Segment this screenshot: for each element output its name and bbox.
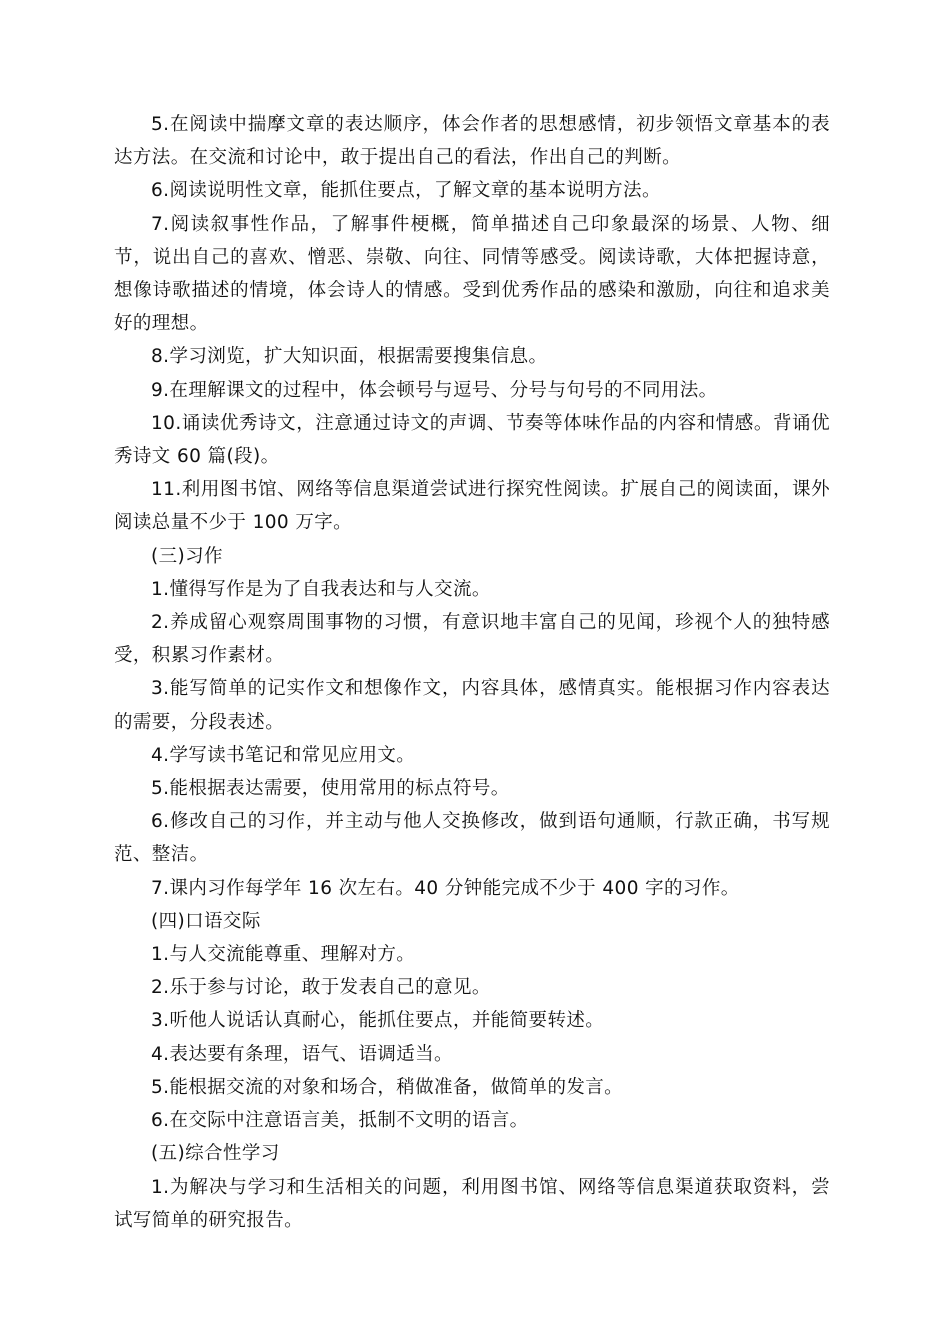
paragraph: 5.能根据交流的对象和场合，稍做准备，做简单的发言。 <box>151 1076 624 1098</box>
paragraph: 3.能写简单的记实作文和想像作文，内容具体，感情真实。能根据习作内容表达的需要，分段表述。 <box>114 678 830 733</box>
paragraph: 7.课内习作每学年 16 次左右。40 分钟能完成不少于 400 字的习作。 <box>151 877 740 899</box>
paragraph: 8.学习浏览，扩大知识面，根据需要搜集信息。 <box>151 346 548 368</box>
section-heading: (三)习作 <box>151 545 223 567</box>
paragraph: 5.能根据表达需要，使用常用的标点符号。 <box>151 778 510 800</box>
paragraph: 7.阅读叙事性作品，了解事件梗概，简单描述自己印象最深的场景、人物、细节，说出自己的喜欢、憎恶、崇敬、向往、同情等感受。阅读诗歌，大体把握诗意，想像诗歌描述的情境，体会诗人的情感。受到优秀作品的感染和激励，向往和追求美好的理想。 <box>114 213 830 335</box>
paragraph: 1.为解决与学习和生活相关的问题，利用图书馆、网络等信息渠道获取资料，尝试写简单的研究报告。 <box>114 1176 830 1231</box>
paragraph: 5.在阅读中揣摩文章的表达顺序，体会作者的思想感情，初步领悟文章基本的表达方法。在交流和讨论中，敢于提出自己的看法，作出自己的判断。 <box>114 114 830 169</box>
paragraph: 6.阅读说明性文章，能抓住要点，了解文章的基本说明方法。 <box>151 180 661 202</box>
paragraph: 4.表达要有条理，语气、语调适当。 <box>151 1043 453 1065</box>
paragraph: 9.在理解课文的过程中，体会顿号与逗号、分号与句号的不同用法。 <box>151 379 718 401</box>
paragraph: 10.诵读优秀诗文，注意通过诗文的声调、节奏等体味作品的内容和情感。背诵优秀诗文 60 篇(段)。 <box>114 412 830 468</box>
paragraph: 1.与人交流能尊重、理解对方。 <box>151 944 416 966</box>
paragraph: 2.乐于参与讨论，敢于发表自己的意见。 <box>151 977 491 999</box>
paragraph: 3.听他人说话认真耐心，能抓住要点，并能简要转述。 <box>151 1010 605 1032</box>
section-heading: (五)综合性学习 <box>151 1143 280 1165</box>
section-heading: (四)口语交际 <box>151 910 261 932</box>
paragraph: 4.学写读书笔记和常见应用文。 <box>151 744 416 766</box>
paragraph: 6.修改自己的习作，并主动与他人交换修改，做到语句通顺，行款正确，书写规范、整洁。 <box>114 811 830 866</box>
document-body <box>114 108 830 1237</box>
paragraph: 6.在交际中注意语言美，抵制不文明的语言。 <box>151 1110 529 1132</box>
paragraph: 11.利用图书馆、网络等信息渠道尝试进行探究性阅读。扩展自己的阅读面，课外阅读总量不少于 100 万字。 <box>114 479 830 534</box>
paragraph: 2.养成留心观察周围事物的习惯，有意识地丰富自己的见闻，珍视个人的独特感受，积累习作素材。 <box>114 612 830 667</box>
paragraph: 1.懂得写作是为了自我表达和与人交流。 <box>151 578 491 600</box>
